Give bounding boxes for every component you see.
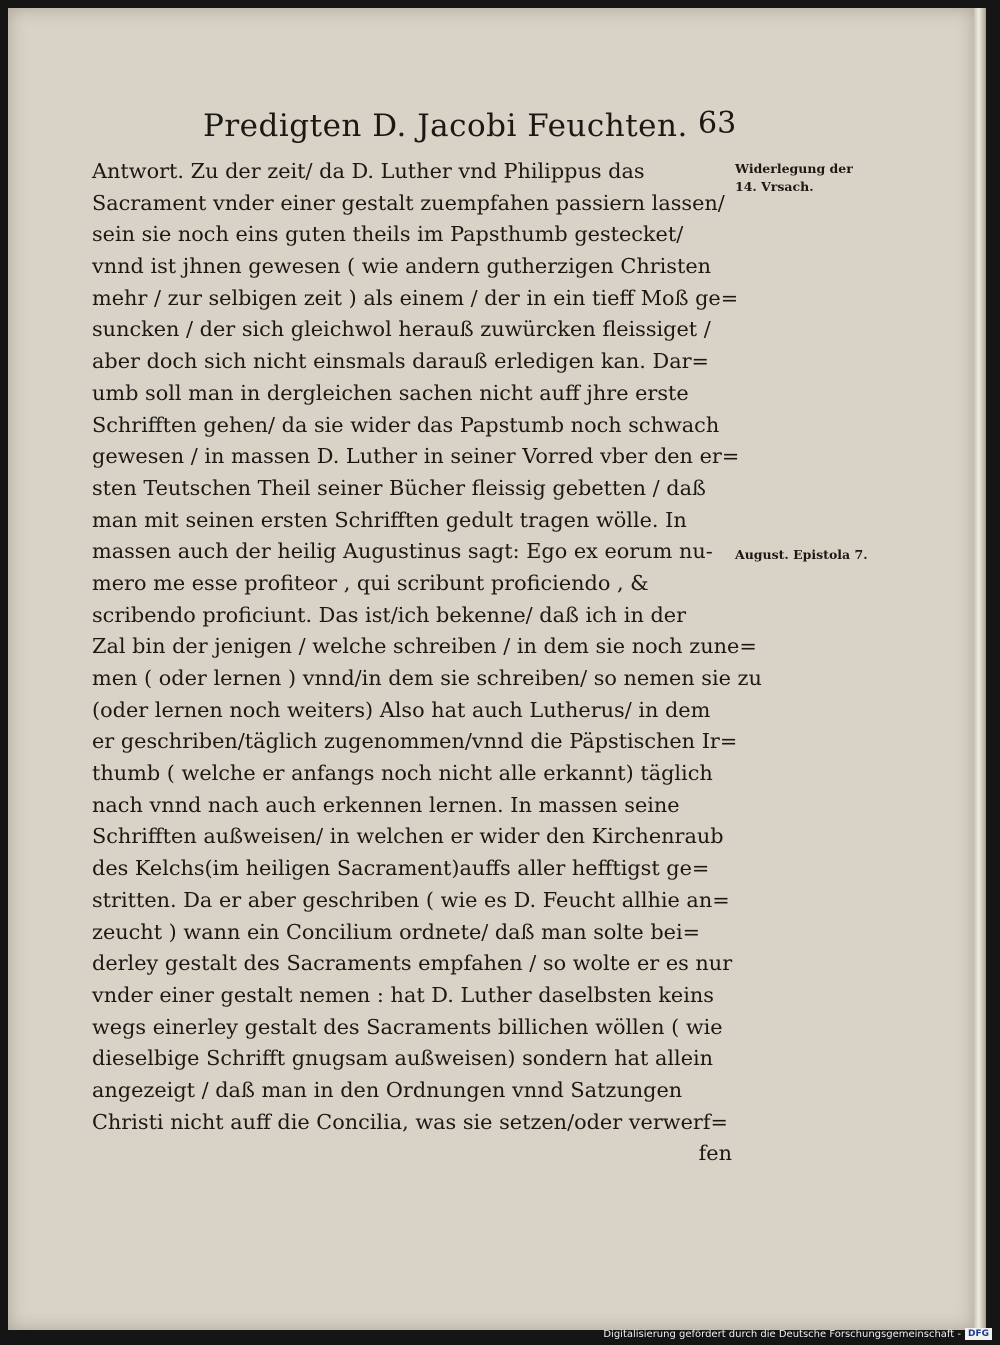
running-title: Predigten D. Jacobi Feuchten. [203, 108, 688, 144]
text-line: mero me esse profiteor , qui scribunt proficiendo , & [92, 570, 649, 595]
text-line: er geschriben/täglich zugenommen/vnnd die Päpstischen Ir= [92, 729, 738, 754]
text-line: aber doch sich nicht einsmals darauß erledigen kan. Dar= [92, 349, 709, 374]
text-line: umb soll man in dergleichen sachen nicht auff jhre erste [92, 380, 689, 405]
text-line: Zal bin der jenigen / welche schreiben / in dem sie noch zune= [92, 634, 757, 659]
text-line: vnnd ist jhnen gewesen ( wie andern gutherzigen Christen [92, 254, 712, 279]
text-line: Schrifften außweisen/ in welchen er wider den Kirchenraub [92, 824, 724, 849]
text-line: (oder lernen noch weiters) Also hat auch Lutherus/ in dem [92, 697, 711, 722]
text-line: suncken / der sich gleichwol herauß zuwürcken fleissiget / [92, 317, 711, 342]
text-line: derley gestalt des Sacraments empfahen / so wolte er es nur [92, 951, 733, 976]
text-line: scribendo proficiunt. Das ist/ich bekenne/ daß ich in der [92, 602, 687, 627]
funding-credit: Digitalisierung gefördert durch die Deutsche Forschungsgemeinschaft - [603, 1328, 961, 1340]
text-line: men ( oder lernen ) vnnd/in dem sie schreiben/ so nemen sie zu [92, 666, 762, 690]
text-line: stritten. Da er aber geschriben ( wie es D. Feucht allhie an= [92, 887, 730, 912]
text-line: sein sie noch eins guten theils im Papsthumb gestecket/ [92, 222, 684, 247]
text-line: wegs einerley gestalt des Sacraments billichen wöllen ( wie [92, 1014, 723, 1039]
text-line: Christi nicht auff die Concilia, was sie setzen/oder verwerf= [92, 1109, 728, 1134]
margin-note-line: Widerlegung der [735, 161, 853, 176]
dfg-logo-icon: DFG [965, 1328, 992, 1340]
book-page [8, 8, 974, 1330]
text-line: Schrifften gehen/ da sie wider das Papstumb noch schwach [92, 412, 720, 437]
text-line: des Kelchs(im heiligen Sacrament)auffs aller hefftigst ge= [92, 856, 710, 881]
text-line: sten Teutschen Theil seiner Bücher fleissig gebetten / daß [92, 475, 706, 500]
text-line: nach vnnd nach auch erkennen lernen. In massen seine [92, 792, 680, 817]
text-line: gewesen / in massen D. Luther in seiner Vorred vber den er= [92, 444, 740, 469]
body-text [92, 156, 762, 1170]
margin-note-augustine: August. Epistola 7. [735, 547, 868, 562]
page-header [203, 108, 743, 152]
text-line: vnder einer gestalt nemen : hat D. Luther daselbsten keins [92, 982, 714, 1007]
digitization-footer [603, 1327, 992, 1341]
text-line: mehr / zur selbigen zeit ) als einem / der in ein tieff Moß ge= [92, 285, 739, 310]
text-line: thumb ( welche er anfangs noch nicht alle erkannt) täglich [92, 761, 713, 786]
text-line: man mit seinen ersten Schrifften gedult tragen wölle. In [92, 507, 687, 532]
text-line: Sacrament vnder einer gestalt zuempfahen passiern lassen/ [92, 190, 725, 215]
text-line: angezeigt / daß man in den Ordnungen vnnd Satzungen [92, 1077, 683, 1102]
margin-note-line: 14. Vrsach. [735, 179, 814, 194]
text-line: massen auch der heilig Augustinus sagt: Ego ex eorum nu- [92, 539, 713, 564]
text-line: zeucht ) wann ein Concilium ordnete/ daß man solte bei= [92, 919, 701, 944]
page-number: 63 [698, 106, 737, 141]
catchword: fen [698, 1141, 732, 1166]
page-edge [974, 8, 986, 1330]
text-line: dieselbige Schrifft gnugsam außweisen) sondern hat allein [92, 1046, 714, 1071]
margin-note-refutation [735, 160, 900, 196]
text-line: Antwort. Zu der zeit/ da D. Luther vnd Philippus das [92, 159, 645, 183]
